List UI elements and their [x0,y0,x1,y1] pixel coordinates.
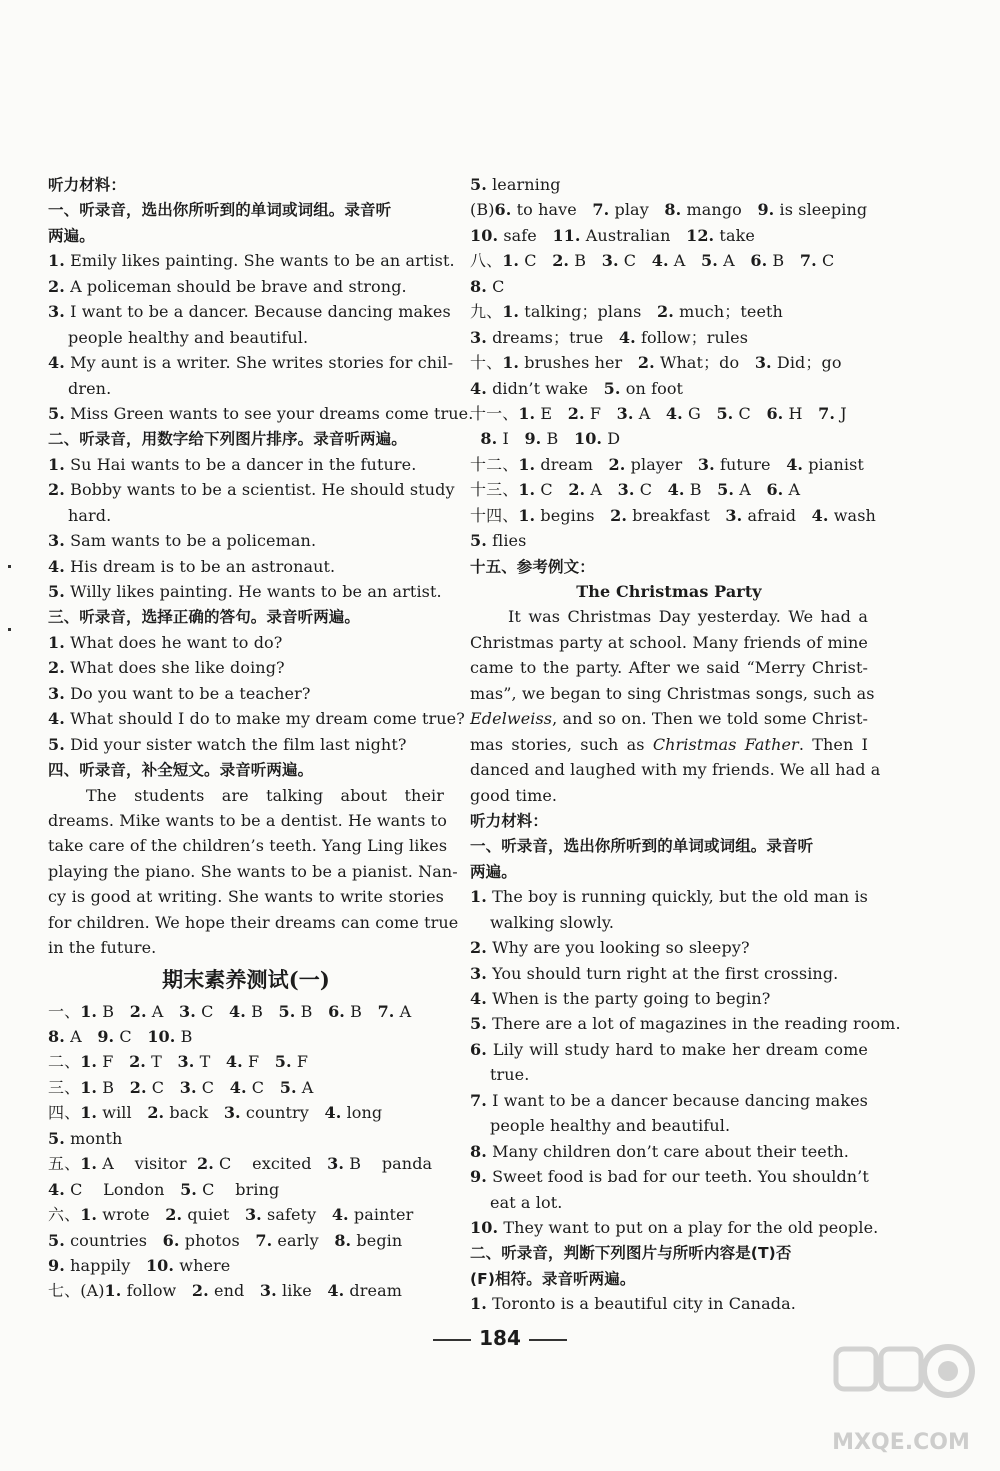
line-text: 3. You should turn right at the first crossing. [470,963,839,983]
text-line [48,1126,444,1151]
line-text: Christmas party at school. Many friends of mine [470,632,868,652]
line-text: 四、听录音，补全短文。录音听两遍。 [48,761,314,780]
text-line [470,859,868,884]
text-line [48,630,444,655]
text-line [470,604,868,629]
text-line [48,248,455,273]
text-line [470,579,868,604]
text-line [470,986,868,1011]
line-text: 1. Toronto is a beautiful city in Canada. [470,1294,796,1314]
watermark-mark-icon [816,1339,986,1429]
text-line [470,197,868,222]
line-text: 二、1. F 2. T 3. T 4. F 5. F [48,1052,309,1072]
line-text: 十一、1. E 2. F 3. A 4. G 5. C 6. H 7. J [470,403,847,423]
line-text: 4. C London 5. C bring [48,1179,280,1199]
line-text: 七、(A)1. follow 2. end 3. like 4. dream [48,1281,403,1301]
text-line [48,1024,444,1049]
line-text: 十五、参考例文： [470,557,595,576]
line-text: 5. countries 6. photos 7. early 8. begin [48,1230,403,1250]
text-line [48,1253,444,1278]
text-line [470,910,868,935]
text-line [470,426,868,451]
line-text: 7. I want to be a dancer because dancing makes [470,1090,868,1110]
text-line [470,935,868,960]
text-line [48,452,444,477]
text-line [48,783,444,808]
text-line [48,681,444,706]
text-line [470,401,868,426]
line-text: 二、听录音，用数字给下列图片排序。录音听两遍。 [48,430,407,449]
margin-mark [8,628,11,631]
text-line [48,376,444,401]
text-line [470,1062,868,1087]
text-line [48,223,444,248]
text-line [48,172,444,197]
line-text: 1. Su Hai wants to be a dancer in the future. [48,454,417,474]
line-text: came to the party. After we said “Merry Christ- [470,658,868,678]
text-line [470,299,868,324]
line-text: 2. What does she like doing? [48,658,285,678]
footer-dash-left [433,1339,471,1341]
text-line [470,681,875,706]
line-text: 5. There are a lot of magazines in the reading room. [470,1014,901,1034]
text-line [48,1177,444,1202]
line-text: 8. A 9. C 10. B [48,1027,193,1046]
line-text: The students are talking about their [86,785,444,805]
line-text: 8. Many children don’t care about their teeth. [470,1141,849,1161]
text-line [48,477,455,502]
line-text: 五、1. A visitor 2. C excited 3. B panda [48,1154,433,1174]
line-text: 3. Sam wants to be a policeman. [48,531,317,551]
line-text: 九、1. talking；plans 2. much；teeth [470,302,783,322]
text-line [48,299,451,324]
line-text: danced and laughed with my friends. We all had a [470,760,881,780]
line-text: mas stories, such as Christmas Father. Then I [470,734,868,754]
text-line [48,910,459,935]
line-text: 4. didn’t wake 5. on foot [470,378,684,398]
line-text: take care of the children’s teeth. Yang Ling likes [48,836,448,856]
line-text: 9. Sweet food is bad for our teeth. You shouldn’t [470,1167,869,1187]
line-text: 二、听录音，判断下列图片与所听内容是(T)否 [470,1244,792,1263]
line-text: 5. month [48,1128,123,1148]
line-text: people healthy and beautiful. [490,1116,731,1136]
text-line [470,528,868,553]
line-text: people healthy and beautiful. [68,327,309,347]
line-text: 9. happily 10. where [48,1255,231,1275]
text-line [470,833,868,858]
text-line [470,1139,868,1164]
text-line [48,503,444,528]
text-line [470,630,868,655]
text-line [48,935,444,960]
line-text: 2. Bobby wants to be a scientist. He should study [48,480,455,500]
line-text: 十二、1. dream 2. player 3. future 4. pianist [470,454,864,474]
line-text: dren. [68,378,112,398]
line-text: 3. Do you want to be a teacher? [48,683,311,703]
text-line [470,172,868,197]
line-text: hard. [68,505,112,525]
text-line [470,1011,901,1036]
line-text: 2. Why are you looking so sleepy? [470,938,750,958]
line-text: 两遍。 [48,226,95,245]
line-text: 8. I 9. B 10. D [480,429,621,449]
line-text: 一、听录音，选出你所听到的单词或词组。录音听 [48,201,392,220]
line-text: Edelweiss, and so on. Then we told some Christ- [470,709,868,729]
text-line [470,1291,868,1316]
line-text: 十、1. brushes her 2. What；do 3. Did；go [470,353,842,373]
text-line [48,1202,444,1227]
line-text: 3. I want to be a dancer. Because dancing makes [48,302,451,322]
line-text: good time. [470,785,558,805]
text-line [470,1037,868,1062]
text-line [470,757,881,782]
text-line [470,1215,879,1240]
text-line [470,248,868,273]
text-line [470,1164,868,1189]
line-text: 两遍。 [470,862,517,881]
text-line [470,1190,868,1215]
text-line [470,1266,868,1291]
text-line [48,706,465,731]
line-text: 一、1. B 2. A 3. C 4. B 5. B 6. B 7. A [48,1001,412,1021]
page-number: 184 [479,1326,521,1350]
line-text: 1. Emily likes painting. She wants to be an artist. [48,251,455,271]
text-line [470,477,868,502]
watermark-site-text: MXQE.COM [832,1430,970,1455]
watermark-logo [816,1339,986,1459]
line-text: mas”, we began to sing Christmas songs, such as [470,683,875,703]
footer-dash-right [529,1339,567,1341]
text-line [48,1049,444,1074]
line-text: 8. C [470,276,505,296]
text-line [48,197,444,222]
line-text: 5. learning [470,175,561,194]
text-line [470,350,868,375]
line-text: cy is good at writing. She wants to write stories [48,887,444,907]
text-line [470,376,868,401]
text-line [470,554,868,579]
text-line [470,452,868,477]
text-line [48,884,444,909]
right-column [470,172,901,1317]
line-text: 4. When is the party going to begin? [470,989,771,1008]
text-line [48,350,454,375]
line-text: 5. Did your sister watch the film last night? [48,734,407,754]
text-line [470,783,868,808]
line-text: 5. Miss Green wants to see your dreams come true. [48,403,474,423]
margin-mark [8,565,11,568]
line-text: 2. A policeman should be brave and strong. [48,276,407,296]
line-text: 三、听录音，选择正确的答句。录音听两遍。 [48,608,361,627]
text-line [470,1113,868,1138]
left-column [48,172,474,1304]
line-text: 3. dreams；true 4. follow；rules [470,327,749,347]
line-text: 六、1. wrote 2. quiet 3. safety 4. painter [48,1205,414,1225]
text-line [48,1278,444,1303]
text-line [470,1088,868,1113]
line-text: 4. What should I do to make my dream come true? [48,709,465,729]
line-text: The Christmas Party [576,582,762,601]
text-line [48,325,444,350]
text-line [470,274,868,299]
line-text: 10. They want to put on a play for the old people. [470,1217,879,1237]
text-line [48,604,444,629]
line-text: 听力材料： [48,176,127,194]
text-line [48,655,444,680]
line-text: (B)6. to have 7. play 8. mango 9. is sleeping [470,200,868,220]
text-line [48,1100,444,1125]
line-text: playing the piano. She wants to be a pianist. Nan- [48,861,458,881]
line-text: 四、1. will 2. back 3. country 4. long [48,1103,383,1123]
text-line [48,1228,444,1253]
line-text: 八、1. C 2. B 3. C 4. A 5. A 6. B 7. C [470,251,835,271]
text-line [48,757,444,782]
line-text: (F)相符。录音听两遍。 [470,1269,636,1288]
text-line [48,274,444,299]
line-text: 5. flies [470,531,527,551]
line-text: 5. Willy likes painting. He wants to be an artist. [48,582,442,601]
line-text: 1. What does he want to do? [48,632,283,652]
text-line [470,655,868,680]
line-text: true. [490,1065,530,1085]
text-line [470,884,868,909]
text-line [48,554,444,579]
line-text: 十四、1. begins 2. breakfast 3. afraid 4. wash [470,505,876,525]
line-text: 听力材料： [470,811,549,830]
line-text: 6. Lily will study hard to make her dream come [470,1039,868,1059]
line-text: 期末素养测试(一) [162,966,330,992]
text-line [470,706,868,731]
line-text: dreams. Mike wants to be a dentist. He wants to [48,810,447,830]
line-text: in the future. [48,938,157,958]
text-line [48,1075,444,1100]
line-text: It was Christmas Day yesterday. We had a [508,607,868,627]
text-line [48,426,444,451]
text-line [48,1151,444,1176]
line-text: 三、1. B 2. C 3. C 4. C 5. A [48,1077,314,1097]
text-line [470,325,868,350]
text-line [48,528,444,553]
line-text: 10. safe 11. Australian 12. take [470,225,755,245]
line-text: 4. His dream is to be an astronaut. [48,556,336,576]
line-text: 十三、1. C 2. A 3. C 4. B 5. A 6. A [470,480,801,500]
line-text: walking slowly. [490,912,615,932]
text-line [470,223,868,248]
line-text: 一、听录音，选出你所听到的单词或词组。录音听 [470,837,814,856]
text-line [48,859,458,884]
text-line [48,833,448,858]
line-text: for children. We hope their dreams can come true [48,912,459,932]
text-line [470,503,876,528]
text-line [48,401,474,426]
text-line [470,808,868,833]
text-line [470,732,868,757]
text-line [470,961,868,986]
text-line [48,961,444,999]
text-line [48,579,444,604]
text-line [48,808,447,833]
text-line [48,732,444,757]
text-line [470,1240,868,1265]
line-text: eat a lot. [490,1192,563,1212]
text-line [48,999,444,1024]
line-text: 1. The boy is running quickly, but the old man is [470,887,868,907]
line-text: 4. My aunt is a writer. She writes stories for chil- [48,353,454,373]
